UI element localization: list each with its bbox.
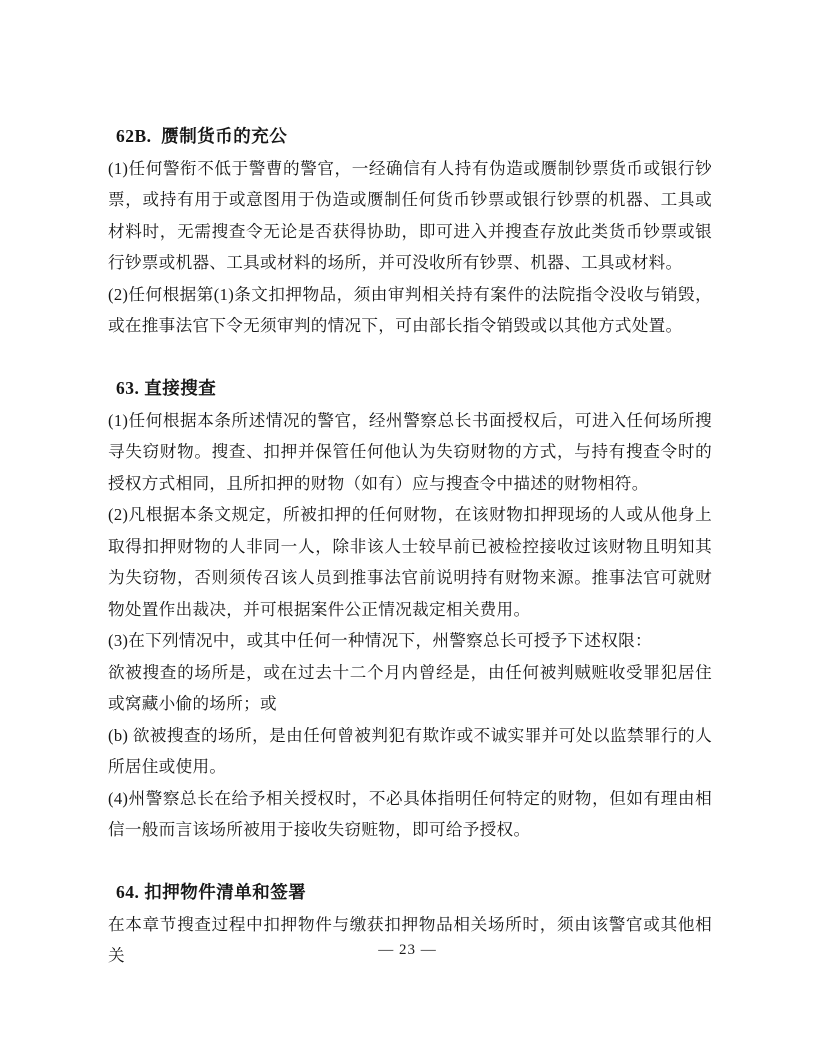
page-footer xyxy=(0,941,815,959)
section-heading-64: 64. 扣押物件清单和签署 xyxy=(116,882,307,902)
paragraph-63-1: (1)任何根据本条所述情况的警官，经州警察总长书面授权后，可进入任何场所搜寻失窃财物。搜查、扣押并保管任何他认为失窃财物的方式，与持有搜查令时的授权方式相同，且所扣押的财物（如有）应与搜查令中描述的财物相符。 xyxy=(108,410,712,493)
paragraph-64-1: 在本章节搜查过程中扣押物件与缴获扣押物品相关场所时，须由该警官或其他相关 xyxy=(108,914,712,965)
section-62b-counterfeit-currency-forfeiture xyxy=(108,121,712,342)
paragraph-63-3: (3)在下列情况中，或其中任何一种情况下，州警察总长可授予下述权限： xyxy=(108,631,652,650)
section-heading-62b: 62B. 赝制货币的充公 xyxy=(116,126,288,146)
paragraph-63-4: (4)州警察总长在给予相关授权时，不必具体指明任何特定的财物，但如有理由相信一般而言该场所被用于接收失窃赃物，即可给予授权。 xyxy=(108,788,712,839)
paragraph-63-2: (2)凡根据本条文规定，所被扣押的任何财物，在该财物扣押现场的人或从他身上取得扣押财物的人非同一人，除非该人士较早前已被检控接收过该财物且明知其为失窃物，否则须传召该人员到推事法官前说明持有财物来源。推事法官可就财物处置作出裁决，并可根据案件公正情况裁定相关费用。 xyxy=(108,505,712,619)
section-heading-63: 63. 直接搜查 xyxy=(116,378,217,398)
section-63-direct-search xyxy=(108,373,712,846)
paragraph-62b-1: (1)任何警衔不低于警曹的警官，一经确信有人持有伪造或赝制钞票货币或银行钞票，或持有用于或意图用于伪造或赝制任何货币钞票或银行钞票的机器、工具或材料时，无需搜查令无论是否获得协助，即可进入并搜查存放此类货币钞票或银行钞票或机器、工具或材料的场所，并可没收所有钞票、机器、工具或材料。 xyxy=(108,158,712,272)
paragraph-63-3a: 欲被搜查的场所是，或在过去十二个月内曾经是，由任何被判贼赃收受罪犯居住或窝藏小偷的场所；或 xyxy=(108,662,712,713)
paragraph-62b-2: (2)任何根据第(1)条文扣押物品，须由审判相关持有案件的法院指令没收与销毁，或在推事法官下令无须审判的情况下，可由部长指令销毁或以其他方式处置。 xyxy=(108,284,712,335)
paragraph-63-3b: (b) 欲被搜查的场所，是由任何曾被判犯有欺诈或不诚实罪并可处以监禁罪行的人所居住或使用。 xyxy=(108,725,712,776)
document-content xyxy=(108,121,712,972)
page-number: — 23 — xyxy=(378,942,437,958)
